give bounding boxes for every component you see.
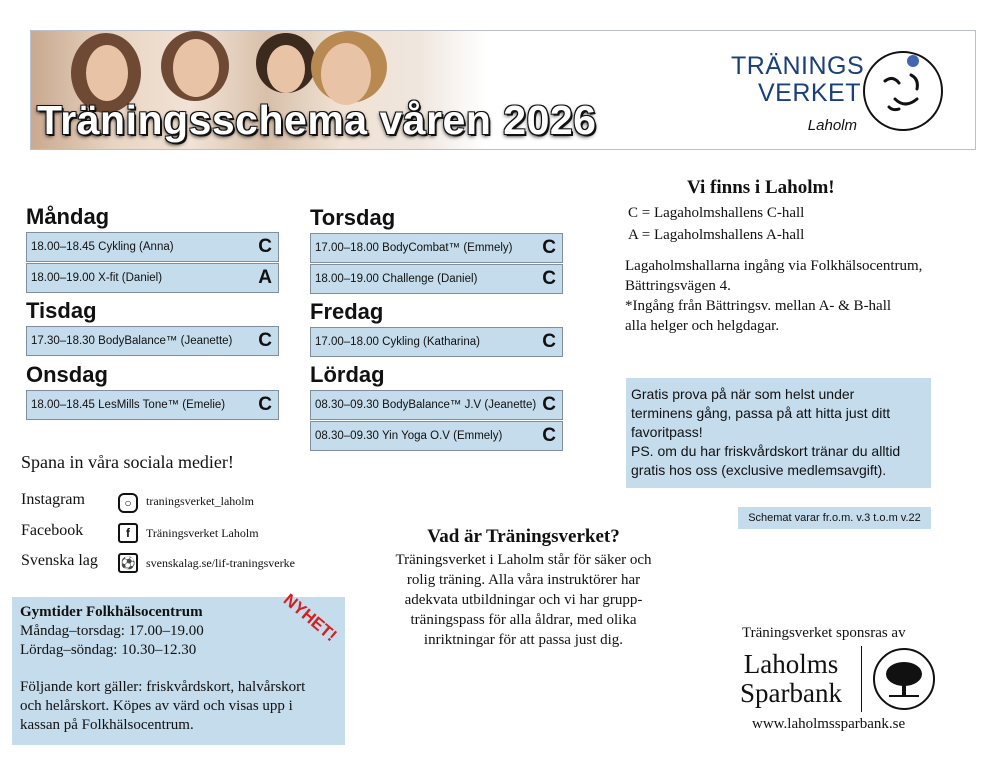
legend-a: A = Lagaholmshallens A-hall	[628, 227, 805, 243]
address-line: alla helger och helgdagar.	[625, 318, 780, 334]
page-title: Träningsschema våren 2026	[37, 97, 597, 143]
hall-badge: C	[542, 394, 556, 415]
banner	[30, 30, 976, 150]
about-body: Träningsverket i Laholm står för säker och rolig träning. Alla våra instruktörer har adekvata utbildningar och vi har grupp- träningspass för alla åldrar, med olika inriktningar för att passa just dig.	[395, 552, 652, 648]
address-line: *Ingång från Bättringsv. mellan A- & B-hall	[625, 298, 892, 314]
facebook-icon: f	[118, 523, 138, 543]
day-tuesday: Tisdag	[26, 298, 97, 323]
hall-badge: C	[542, 268, 556, 289]
class-row: 18.00–18.45 Cykling (Anna) C	[26, 232, 279, 262]
sponsor-logo-text: Laholms Sparbank	[740, 649, 842, 708]
free-trial-box: Gratis prova på när som helst under terminens gång, passa på att hitta just ditt favoritpass! PS. om du har friskvårdskort tränar du alltid gratis hos oss (exclusive medlemsavgift).	[626, 378, 931, 488]
new-badge: NYHET!	[279, 590, 341, 646]
facebook-link[interactable]: Träningsverket Laholm	[146, 526, 259, 540]
about-title: Vad är Träningsverket?	[427, 526, 620, 547]
logo-text: TRÄNINGS VERKET	[731, 52, 865, 107]
logo-dot-icon	[907, 55, 919, 67]
schedule-validity-note: Schemat varar fr.o.m. v.3 t.o.m v.22	[738, 507, 931, 529]
sponsor-divider	[861, 646, 862, 712]
svenskalag-link[interactable]: svenskalag.se/lif-traningsverke	[146, 556, 295, 570]
logo-subtitle: Laholm	[807, 117, 857, 134]
location-title: Vi finns i Laholm!	[687, 177, 835, 198]
hall-badge: C	[258, 394, 272, 415]
social-title: Spana in våra sociala medier!	[21, 452, 234, 472]
day-thursday: Torsdag	[310, 205, 396, 230]
class-row: 17.00–18.00 BodyCombat™ (Emmely) C	[310, 233, 563, 263]
logo-icon	[863, 51, 943, 131]
class-row: 08.30–09.30 Yin Yoga O.V (Emmely) C	[310, 421, 563, 451]
sponsor-label: Träningsverket sponsras av	[742, 625, 906, 641]
class-row: 18.00–19.00 Challenge (Daniel) C	[310, 264, 563, 294]
class-row: 17.30–18.30 BodyBalance™ (Jeanette) C	[26, 326, 279, 356]
svenskalag-label: Svenska lag	[21, 552, 98, 569]
instagram-label: Instagram	[21, 491, 85, 508]
day-monday: Måndag	[26, 204, 110, 229]
day-wednesday: Onsdag	[26, 362, 108, 387]
gym-hours-box: Gymtider Folkhälsocentrum Måndag–torsdag: 17.00–19.00 Lördag–söndag: 10.30–12.30 Följande kort gäller: friskvårdskort, halvårskort och helårskort. Köpes av värd och visas upp i kassan på Folkhälsocentrum.	[12, 597, 345, 745]
hall-badge: C	[542, 237, 556, 258]
facebook-label: Facebook	[21, 522, 84, 539]
day-saturday: Lördag	[310, 362, 385, 387]
gym-title: Gymtider Folkhälsocentrum	[20, 604, 203, 620]
class-row: 17.00–18.00 Cykling (Katharina) C	[310, 327, 563, 357]
class-row: 08.30–09.30 BodyBalance™ J.V (Jeanette) C	[310, 390, 563, 420]
hall-badge: A	[258, 267, 272, 288]
instagram-link[interactable]: traningsverket_laholm	[146, 494, 254, 508]
address-line: Lagaholmshallarna ingång via Folkhälsocentrum,	[625, 258, 923, 274]
sponsor-url[interactable]: www.laholmssparbank.se	[752, 716, 906, 732]
hall-badge: C	[542, 331, 556, 352]
class-row: 18.00–18.45 LesMills Tone™ (Emelie) C	[26, 390, 279, 420]
day-friday: Fredag	[310, 299, 384, 324]
hall-badge: C	[258, 236, 272, 257]
legend-c: C = Lagaholmshallens C-hall	[628, 205, 805, 221]
instagram-icon: ○	[118, 493, 138, 513]
svenskalag-icon: ⚽	[118, 553, 138, 573]
hall-badge: C	[542, 425, 556, 446]
class-row: 18.00–19.00 X-fit (Daniel) A	[26, 263, 279, 293]
tree-icon	[873, 648, 935, 710]
address-line: Bättringsvägen 4.	[625, 278, 731, 294]
hall-badge: C	[258, 330, 272, 351]
